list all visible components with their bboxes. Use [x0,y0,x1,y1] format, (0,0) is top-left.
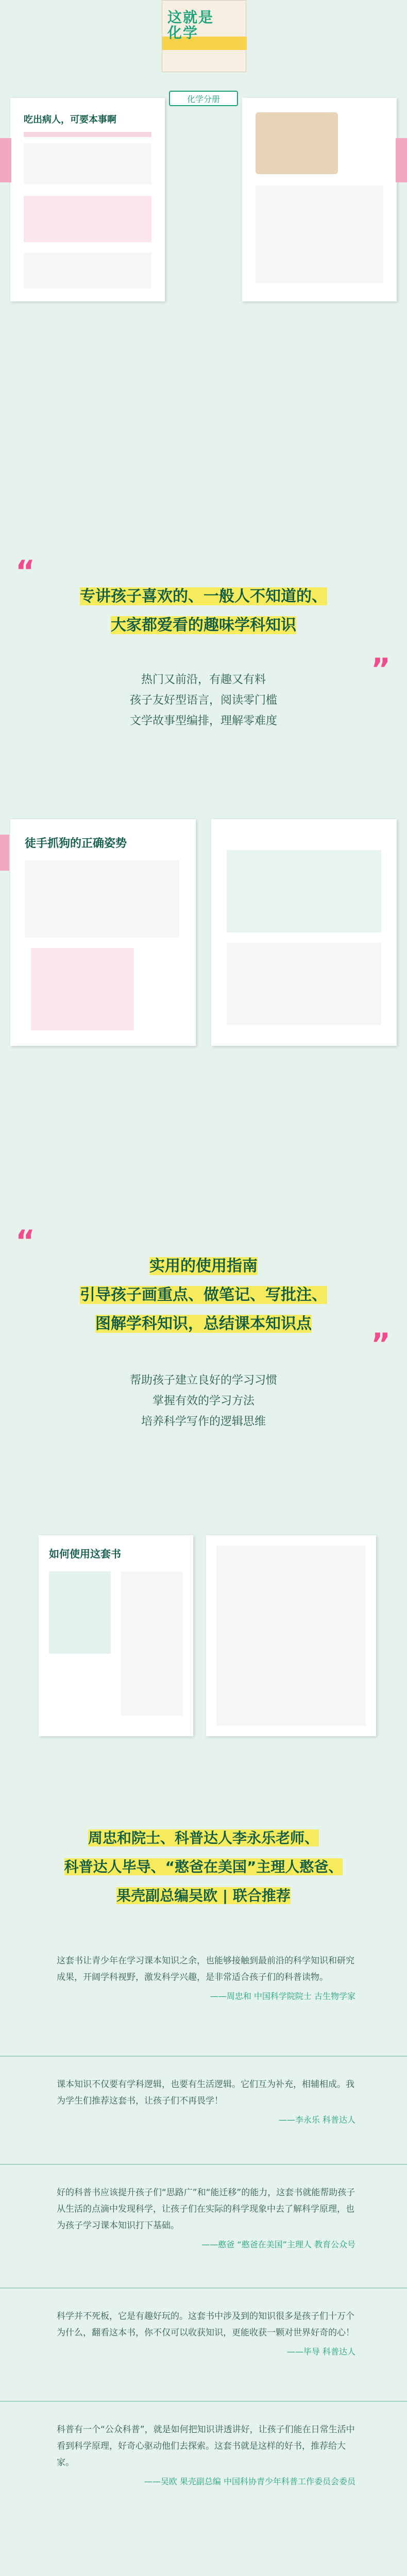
endorse-quote-3-text: 好的科普书应该提升孩子们“思路广”和“能迁移”的能力，这套书就能帮助孩子从生活的点滴中发现科学，让孩子们在实际的科学现象中去了解科学原理，也为孩子学习课本知识打下基础。 [57,2188,355,2231]
guide-sample-right [206,1535,376,1736]
pink-bookmark-left [0,138,11,182]
divider-2 [0,2164,407,2165]
sample-page-left [10,98,165,301]
endorse-quote-1 [57,1953,355,2002]
sample-page-mid-left [10,819,196,1046]
guide-headline-line3: 图解学科知识，总结课本知识点 [95,1315,312,1333]
sample-illustration [24,196,151,242]
guide-body-line3: 培养科学写作的逻辑思维 [141,1415,266,1428]
intro-body-line3: 文学故事型编排，理解零难度 [129,715,277,727]
guide-notes [121,1571,183,1716]
divider-3 [0,2287,407,2289]
endorse-quote-4 [57,2308,355,2357]
guide-detail [216,1546,366,1726]
cover-tag: 化学分册 [169,91,238,106]
guide-body-line1: 帮助孩子建立良好的学习习惯 [129,1374,277,1387]
endorse-quote-4-sig: ——毕导 科普达人 [286,2347,355,2357]
sample-text-block-3 [256,185,383,283]
endorse-quote-5-text: 科普有一个“公众科普”，就是如何把知识讲透讲好，让孩子们能在日常生活中看到科学原理，好奇心驱动他们去探索。这套书就是这样的好书，推荐给大家。 [57,2425,355,2468]
sample-page-mid-right [211,819,397,1046]
sample-mid-text-2 [227,943,381,1025]
quote-open-mark-2: “ [15,1224,36,1259]
sample-page-right [242,98,397,301]
food-photo [256,112,338,174]
intro-headline-line2: 大家都爱看的趣味学科知识 [111,616,296,634]
endorse-headline [15,1824,392,1910]
endorse-quote-3-sig: ——憨爸 “憨爸在美国”主理人 教育公众号 [201,2240,355,2249]
endorse-quote-2-sig: ——李永乐 科普达人 [278,2115,355,2125]
guide-headline [36,1252,371,1338]
endorse-headline-line1: 周忠和院士、科普达人李永乐老师、 [88,1829,319,1846]
guide-headline-line2: 引导孩子画重点、做笔记、写批注、 [80,1286,327,1304]
endorse-headline-line3: 果壳副总编吴欧 | 联合推荐 [116,1887,291,1904]
endorse-headline-line2: 科普达人毕导、“憨爸在美国”主理人憨爸、 [64,1858,343,1875]
pink-bookmark-right [396,138,407,182]
intro-headline [36,582,371,640]
book-cover [162,0,246,72]
sample-text-line [24,132,151,137]
cover-title-line2: 化学 [167,24,199,41]
guide-book-thumb [49,1571,111,1654]
divider-1 [0,2056,407,2057]
guide-sample-title: 如何使用这套书 [49,1548,121,1560]
quote-close-mark-2: ” [371,1327,391,1362]
endorse-quote-2 [57,2076,355,2125]
sample-mid-text [25,860,179,938]
intro-headline-line1: 专讲孩子喜欢的、一般人不知道的、 [80,587,327,605]
cover-title [167,10,214,41]
endorse-quote-4-text: 科学并不死板，它是有趣好玩的。这套书中涉及到的知识很多是孩子们十万个为什么，翻看这本书，你不仅可以收获知识，更能收获一颗对世界好奇的心！ [57,2311,354,2338]
endorse-quote-5 [57,2421,355,2487]
sample-mid-illustration [31,948,134,1030]
sample-top-heading: 吃出病人，可要本事啊 [24,114,116,125]
sample-text-block-2 [24,252,151,289]
pink-bookmark-mid [0,835,9,871]
endorse-quote-1-sig: ——周忠和 中国科学院院士 古生物学家 [210,1991,355,2001]
guide-headline-line1: 实用的使用指南 [149,1257,258,1275]
intro-body [0,670,407,732]
guide-sample-left [39,1535,193,1736]
cover-title-line1: 这就是 [167,9,214,26]
sample-text-block [24,143,151,184]
sample-mid-illustration-2 [227,850,381,933]
quote-open-mark: “ [15,554,36,589]
intro-body-line1: 热门又前沿，有趣又有料 [141,673,266,686]
endorse-quote-5-sig: ——吴欧 果壳副总编 中国科协青少年科普工作委员会委员 [144,2477,355,2486]
guide-body [0,1370,407,1432]
sample-mid-heading: 徒手抓狗的正确姿势 [25,837,127,850]
divider-4 [0,2401,407,2402]
endorse-quote-2-text: 课本知识不仅要有学科逻辑，也要有生活逻辑。它们互为补充，相辅相成。我为学生们推荐这套书，让孩子们不再畏学！ [57,2079,354,2106]
endorse-quote-3 [57,2184,355,2250]
quote-close-mark: ” [371,652,391,687]
guide-body-line2: 掌握有效的学习方法 [152,1395,255,1408]
endorse-quote-1-text: 这套书让青少年在学习课本知识之余，也能够接触到最前沿的科学知识和研究成果，开阔学科视野，激发科学兴趣，是非常适合孩子们的科普读物。 [57,1956,354,1982]
intro-body-line2: 孩子友好型语言，阅读零门槛 [129,694,277,707]
